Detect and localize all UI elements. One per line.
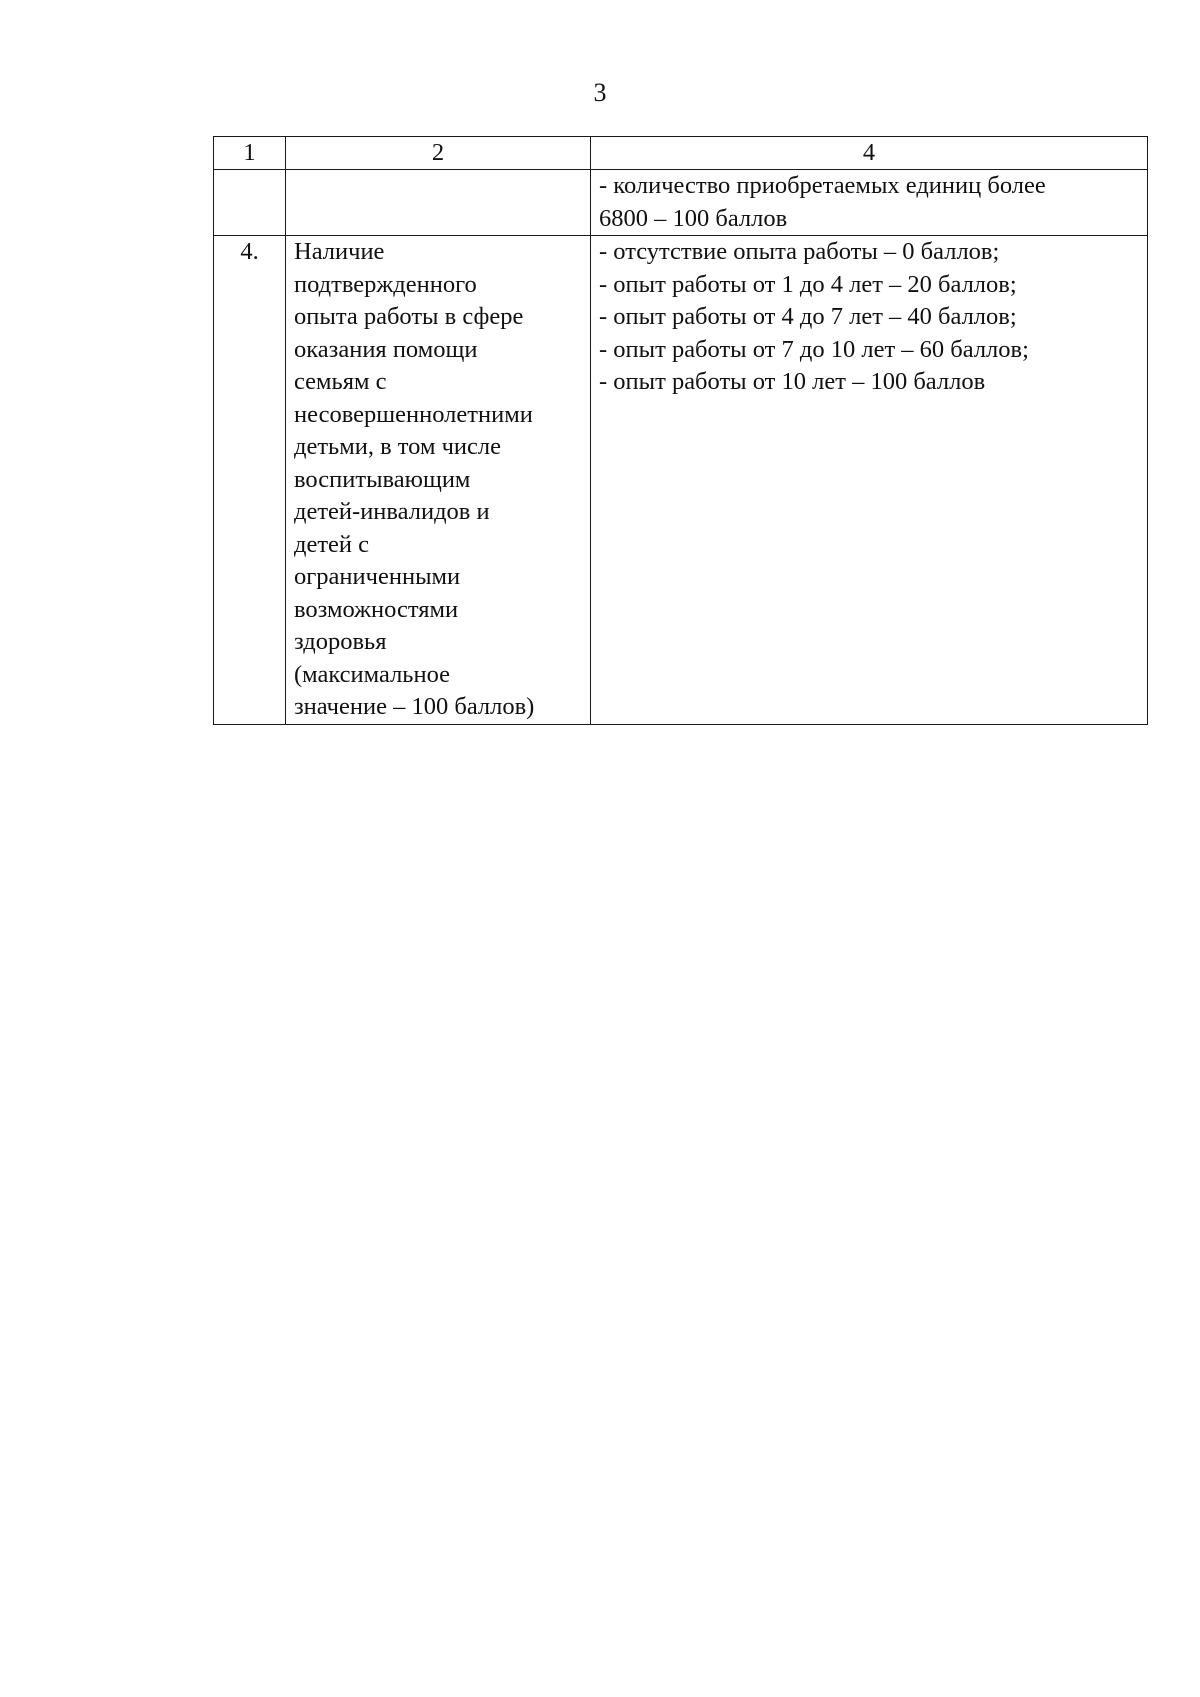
scoring-line: - опыт работы от 4 до 7 лет – 40 баллов; bbox=[599, 303, 1017, 330]
table-row-continuation bbox=[214, 170, 1148, 236]
row-number-cell: 4. bbox=[214, 236, 286, 725]
criterion-line: подтвержденного bbox=[294, 270, 477, 298]
criterion-line: значение – 100 баллов) bbox=[294, 693, 535, 720]
criterion-line: возможностями bbox=[294, 595, 459, 623]
criterion-line: оказания помощи bbox=[294, 335, 478, 363]
page-number: 3 bbox=[593, 78, 607, 107]
scoring-line: - опыт работы от 7 до 10 лет – 60 баллов; bbox=[599, 335, 1029, 363]
criterion-line: детей-инвалидов и bbox=[294, 498, 490, 525]
criterion-line: опыта работы в сфере bbox=[294, 303, 524, 330]
scoring-cell bbox=[591, 236, 1148, 725]
criterion-line: несовершеннолетними bbox=[294, 400, 533, 428]
scoring-line: 6800 – 100 баллов bbox=[599, 204, 788, 232]
scoring-line: - опыт работы от 10 лет – 100 баллов bbox=[599, 368, 986, 395]
column-header-4: 4 bbox=[591, 137, 1148, 170]
criterion-line: (максимальное bbox=[294, 660, 451, 688]
criterion-line: Наличие bbox=[294, 238, 385, 265]
criterion-line: детей с bbox=[294, 530, 370, 558]
criteria-table bbox=[213, 136, 1148, 725]
criterion-cell bbox=[286, 236, 591, 725]
table-header-row bbox=[214, 137, 1148, 170]
row-number-cell bbox=[214, 170, 286, 236]
scoring-cell bbox=[591, 170, 1148, 236]
scoring-line: - количество приобретаемых единиц более bbox=[599, 172, 1046, 199]
criterion-line: ограниченными bbox=[294, 563, 461, 590]
criterion-line: семьям с bbox=[294, 368, 387, 395]
criterion-line: здоровья bbox=[294, 628, 387, 655]
column-header-2: 2 bbox=[286, 137, 591, 170]
scoring-line: - опыт работы от 1 до 4 лет – 20 баллов; bbox=[599, 270, 1017, 298]
table-row-4 bbox=[214, 236, 1148, 725]
column-header-1: 1 bbox=[214, 137, 286, 170]
criterion-line: воспитывающим bbox=[294, 465, 471, 493]
scoring-line: - отсутствие опыта работы – 0 баллов; bbox=[599, 238, 1000, 265]
criterion-line: детьми, в том числе bbox=[294, 433, 501, 460]
criterion-cell bbox=[286, 170, 591, 236]
